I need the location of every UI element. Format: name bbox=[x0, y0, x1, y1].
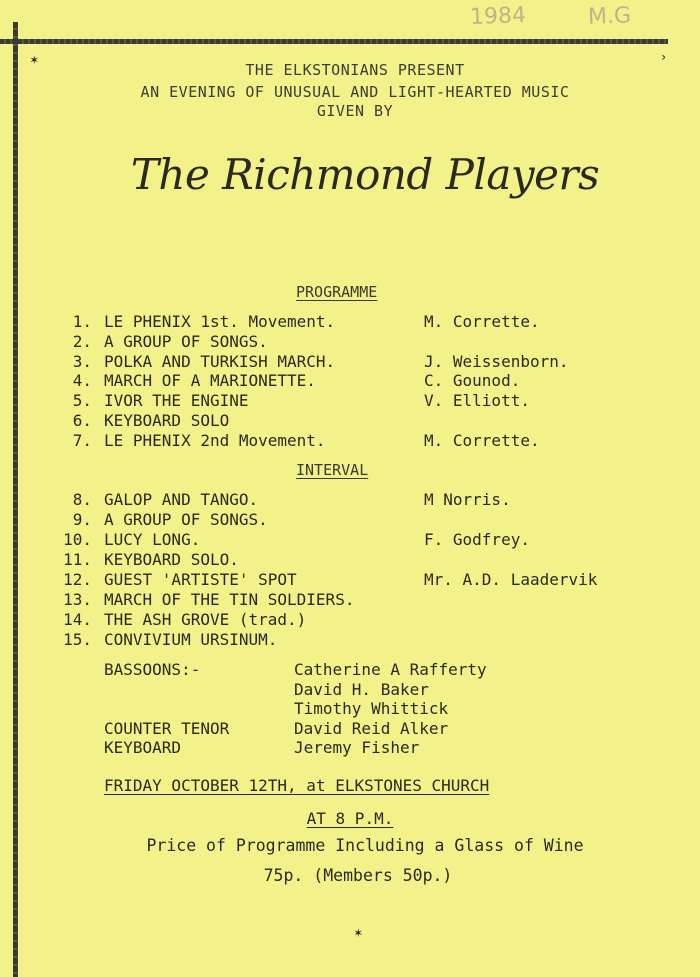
programme-item bbox=[0, 610, 700, 630]
item-composer: M. Corrette. bbox=[424, 430, 540, 450]
item-composer: M. Corrette. bbox=[424, 312, 540, 331]
programme-item bbox=[0, 352, 700, 372]
item-title: LE PHENIX 2nd Movement. bbox=[104, 430, 326, 450]
interval-heading: INTERVAL bbox=[296, 461, 369, 479]
item-composer: V. Elliott. bbox=[424, 391, 530, 411]
intro-line-1: THE ELKSTONIANS PRESENT bbox=[245, 61, 465, 79]
performer-name: David H. Baker bbox=[294, 679, 429, 699]
item-number: 9. bbox=[72, 510, 92, 529]
item-title: GALOP AND TANGO. bbox=[104, 490, 259, 509]
price-line-2: 75p. (Members 50p.) bbox=[263, 866, 453, 885]
item-number: 4. bbox=[72, 371, 92, 391]
item-number: 10. bbox=[63, 530, 92, 549]
programme-item bbox=[0, 391, 700, 411]
item-title: KEYBOARD SOLO bbox=[104, 411, 230, 430]
item-title: LUCY LONG. bbox=[104, 530, 201, 549]
performer-name: David Reid Alker bbox=[294, 718, 449, 738]
item-composer: C. Gounod. bbox=[424, 371, 521, 391]
star-icon: ✶ bbox=[354, 925, 363, 941]
item-title: THE ASH GROVE (trad.) bbox=[104, 610, 307, 629]
page-title: The Richmond Players bbox=[130, 150, 600, 199]
item-number: 15. bbox=[63, 630, 92, 649]
item-number: 11. bbox=[63, 550, 92, 569]
item-title: MARCH OF THE TIN SOLDIERS. bbox=[104, 590, 355, 609]
performer-role: COUNTER TENOR bbox=[104, 718, 230, 738]
pencil-initials-note: M.G bbox=[587, 3, 632, 30]
star-icon: ✶ bbox=[30, 52, 39, 68]
item-number: 12. bbox=[63, 570, 92, 589]
performer-name: Timothy Whittick bbox=[294, 699, 449, 718]
item-number: 14. bbox=[63, 610, 92, 629]
item-number: 6. bbox=[72, 411, 92, 430]
item-composer: F. Godfrey. bbox=[424, 530, 530, 549]
performer-name: Catherine A Rafferty bbox=[294, 660, 487, 679]
programme-item bbox=[0, 371, 700, 391]
item-number: 7. bbox=[72, 430, 92, 450]
performer-row bbox=[0, 660, 700, 680]
performer-row bbox=[0, 680, 700, 700]
price-line-1: Price of Programme Including a Glass of Wine bbox=[146, 836, 584, 855]
item-composer: Mr. A.D. Laadervik bbox=[424, 570, 598, 589]
item-number: 3. bbox=[72, 351, 92, 371]
programme-item bbox=[0, 630, 700, 650]
programme-item bbox=[0, 431, 700, 451]
item-number: 8. bbox=[72, 490, 92, 509]
item-title: POLKA AND TURKISH MARCH. bbox=[104, 351, 336, 371]
event-date: FRIDAY OCTOBER 12TH, at ELKSTONES CHURCH bbox=[104, 776, 490, 795]
pencil-year-note: 1984 bbox=[469, 3, 527, 30]
programme-item bbox=[0, 590, 700, 610]
programme-item bbox=[0, 312, 700, 332]
programme-heading: PROGRAMME bbox=[296, 283, 378, 301]
item-number: 5. bbox=[72, 391, 92, 411]
item-title: KEYBOARD SOLO. bbox=[104, 550, 239, 569]
item-title: GUEST 'ARTISTE' SPOT bbox=[104, 570, 297, 589]
top-border-rule bbox=[0, 39, 668, 44]
programme-item bbox=[0, 332, 700, 352]
intro-line-3: GIVEN BY bbox=[316, 102, 394, 120]
intro-line-2: AN EVENING OF UNUSUAL AND LIGHT-HEARTED MUSIC bbox=[140, 83, 570, 101]
corner-mark-icon: › bbox=[660, 50, 668, 64]
item-composer: J. Weissenborn. bbox=[424, 351, 569, 371]
item-number: 1. bbox=[72, 312, 92, 331]
item-title: IVOR THE ENGINE bbox=[104, 391, 249, 411]
programme-item bbox=[0, 530, 700, 550]
item-title: A GROUP OF SONGS. bbox=[104, 331, 268, 351]
item-title: A GROUP OF SONGS. bbox=[104, 510, 268, 529]
programme-item bbox=[0, 550, 700, 570]
programme-item bbox=[0, 490, 700, 510]
performer-row bbox=[0, 719, 700, 739]
event-time: AT 8 P.M. bbox=[306, 809, 394, 828]
item-title: LE PHENIX 1st. Movement. bbox=[104, 312, 336, 331]
performer-role: BASSOONS:- bbox=[104, 660, 201, 679]
item-number: 2. bbox=[72, 331, 92, 351]
performer-role: KEYBOARD bbox=[104, 738, 182, 757]
programme-item bbox=[0, 411, 700, 431]
item-title: CONVIVIUM URSINUM. bbox=[104, 630, 278, 649]
programme-item bbox=[0, 510, 700, 530]
item-number: 13. bbox=[63, 590, 92, 609]
performer-row bbox=[0, 699, 700, 719]
performer-row bbox=[0, 738, 700, 758]
programme-item bbox=[0, 570, 700, 590]
performer-name: Jeremy Fisher bbox=[294, 738, 420, 757]
item-title: MARCH OF A MARIONETTE. bbox=[104, 371, 316, 391]
item-composer: M Norris. bbox=[424, 490, 511, 509]
